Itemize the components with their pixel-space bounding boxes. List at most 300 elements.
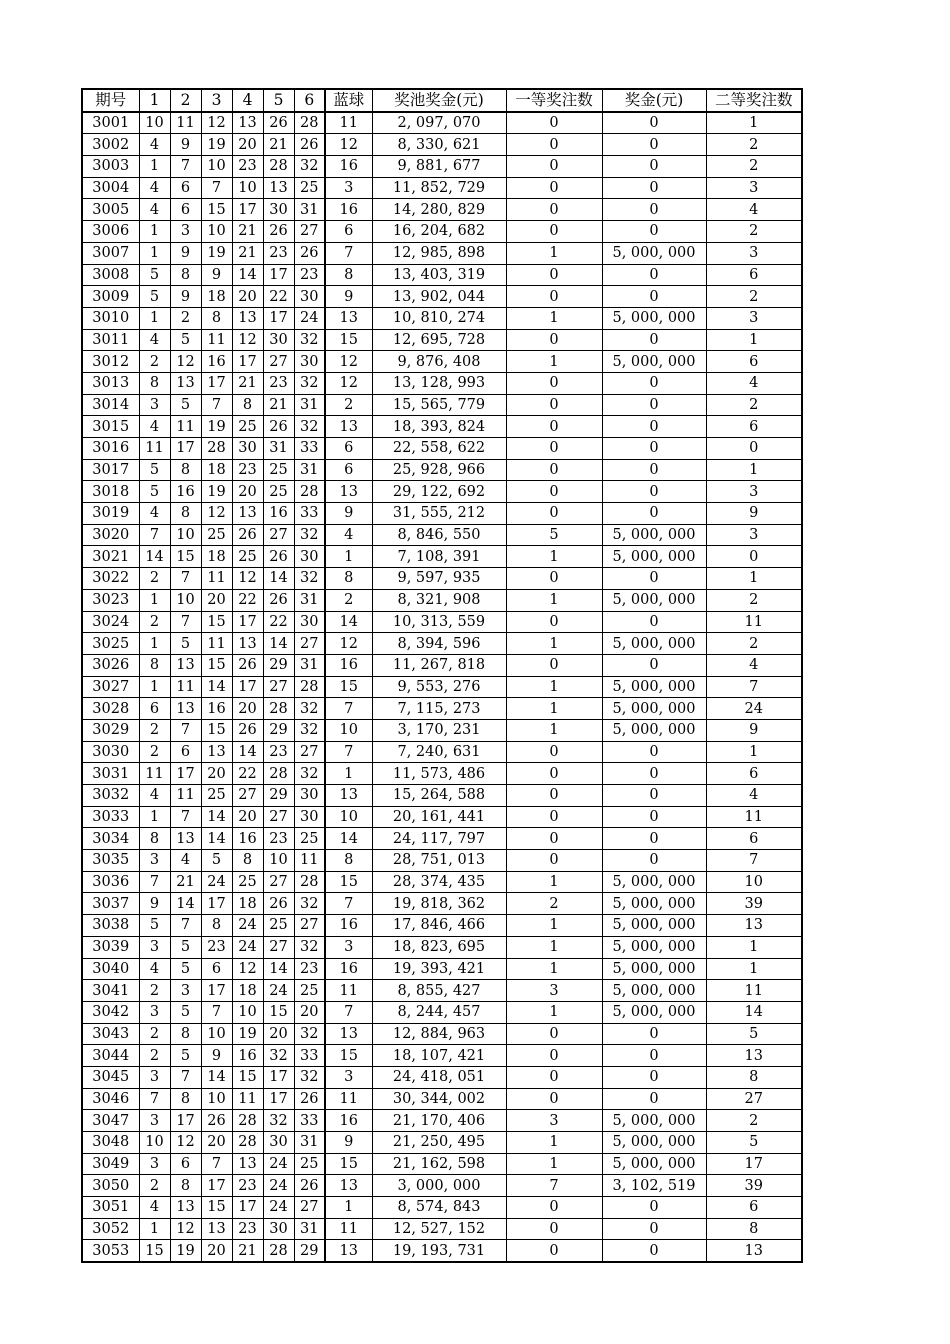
cell-ball-3: 19	[201, 134, 232, 156]
cell-ball-1: 1	[139, 242, 170, 264]
table-row	[82, 416, 802, 438]
cell-ball-5: 22	[263, 611, 294, 633]
cell-first-prize-amount: 0	[602, 394, 706, 416]
cell-ball-4: 30	[232, 438, 263, 460]
header-first-prize-count: 一等奖注数	[506, 89, 602, 112]
cell-ball-3: 20	[201, 589, 232, 611]
cell-ball-3: 19	[201, 242, 232, 264]
cell-first-prize-count: 1	[506, 351, 602, 373]
cell-first-prize-amount: 0	[602, 1023, 706, 1045]
table-row	[82, 134, 802, 156]
table-row	[82, 936, 802, 958]
cell-ball-3: 7	[201, 394, 232, 416]
cell-first-prize-count: 1	[506, 698, 602, 720]
cell-ball-6: 24	[294, 307, 325, 329]
cell-ball-2: 21	[170, 871, 201, 893]
table-row	[82, 633, 802, 655]
cell-ball-5: 27	[263, 351, 294, 373]
cell-ball-4: 17	[232, 199, 263, 221]
table-row	[82, 177, 802, 199]
cell-ball-1: 4	[139, 177, 170, 199]
cell-ball-1: 7	[139, 1088, 170, 1110]
table-row	[82, 372, 802, 394]
cell-ball-5: 27	[263, 676, 294, 698]
cell-second-prize-count: 5	[706, 1132, 802, 1154]
cell-ball-5: 28	[263, 156, 294, 178]
cell-ball-5: 10	[263, 850, 294, 872]
cell-ball-3: 13	[201, 1218, 232, 1240]
cell-prize-pool: 18, 107, 421	[372, 1045, 506, 1067]
cell-ball-5: 14	[263, 633, 294, 655]
cell-first-prize-amount: 3, 102, 519	[602, 1175, 706, 1197]
cell-ball-5: 17	[263, 264, 294, 286]
cell-ball-5: 23	[263, 828, 294, 850]
cell-issue-number: 3035	[82, 850, 139, 872]
table-body	[82, 112, 802, 1262]
cell-first-prize-amount: 0	[602, 741, 706, 763]
table-row	[82, 893, 802, 915]
table-row	[82, 806, 802, 828]
cell-second-prize-count: 0	[706, 438, 802, 460]
cell-prize-pool: 12, 527, 152	[372, 1218, 506, 1240]
cell-first-prize-count: 1	[506, 307, 602, 329]
cell-ball-4: 16	[232, 1045, 263, 1067]
table-row	[82, 307, 802, 329]
cell-ball-2: 9	[170, 242, 201, 264]
cell-blue-ball: 14	[325, 611, 372, 633]
cell-ball-5: 17	[263, 1088, 294, 1110]
table-row	[82, 1132, 802, 1154]
table-row	[82, 221, 802, 243]
header-row	[82, 89, 802, 112]
cell-first-prize-count: 1	[506, 915, 602, 937]
cell-first-prize-count: 1	[506, 871, 602, 893]
cell-blue-ball: 13	[325, 416, 372, 438]
cell-ball-1: 11	[139, 763, 170, 785]
cell-ball-2: 12	[170, 1132, 201, 1154]
cell-ball-3: 18	[201, 546, 232, 568]
cell-ball-2: 5	[170, 394, 201, 416]
cell-ball-1: 4	[139, 416, 170, 438]
cell-ball-6: 26	[294, 134, 325, 156]
cell-prize-pool: 11, 573, 486	[372, 763, 506, 785]
cell-ball-6: 33	[294, 438, 325, 460]
table-row	[82, 503, 802, 525]
cell-ball-5: 28	[263, 698, 294, 720]
cell-issue-number: 3002	[82, 134, 139, 156]
header-ball-1: 1	[139, 89, 170, 112]
cell-ball-4: 22	[232, 589, 263, 611]
cell-second-prize-count: 6	[706, 416, 802, 438]
cell-ball-3: 26	[201, 1110, 232, 1132]
cell-first-prize-amount: 0	[602, 372, 706, 394]
cell-ball-5: 32	[263, 1110, 294, 1132]
cell-ball-6: 31	[294, 654, 325, 676]
cell-second-prize-count: 3	[706, 481, 802, 503]
cell-ball-6: 30	[294, 806, 325, 828]
cell-second-prize-count: 3	[706, 242, 802, 264]
cell-prize-pool: 12, 695, 728	[372, 329, 506, 351]
cell-second-prize-count: 6	[706, 763, 802, 785]
cell-first-prize-amount: 0	[602, 611, 706, 633]
cell-ball-1: 14	[139, 546, 170, 568]
cell-first-prize-amount: 5, 000, 000	[602, 958, 706, 980]
cell-ball-4: 20	[232, 806, 263, 828]
cell-ball-5: 14	[263, 958, 294, 980]
cell-prize-pool: 8, 330, 621	[372, 134, 506, 156]
cell-issue-number: 3043	[82, 1023, 139, 1045]
cell-ball-2: 5	[170, 936, 201, 958]
cell-ball-1: 2	[139, 568, 170, 590]
cell-prize-pool: 20, 161, 441	[372, 806, 506, 828]
cell-ball-1: 7	[139, 871, 170, 893]
cell-first-prize-amount: 0	[602, 199, 706, 221]
cell-ball-3: 25	[201, 524, 232, 546]
cell-prize-pool: 3, 170, 231	[372, 719, 506, 741]
cell-blue-ball: 15	[325, 676, 372, 698]
cell-blue-ball: 10	[325, 806, 372, 828]
cell-ball-6: 25	[294, 828, 325, 850]
cell-prize-pool: 7, 108, 391	[372, 546, 506, 568]
cell-issue-number: 3050	[82, 1175, 139, 1197]
cell-ball-1: 10	[139, 112, 170, 134]
cell-ball-3: 16	[201, 351, 232, 373]
cell-ball-1: 15	[139, 1240, 170, 1262]
cell-second-prize-count: 1	[706, 568, 802, 590]
cell-ball-3: 15	[201, 654, 232, 676]
cell-first-prize-count: 0	[506, 481, 602, 503]
cell-ball-2: 7	[170, 611, 201, 633]
cell-prize-pool: 24, 117, 797	[372, 828, 506, 850]
cell-ball-6: 26	[294, 1088, 325, 1110]
cell-ball-4: 12	[232, 568, 263, 590]
cell-prize-pool: 18, 823, 695	[372, 936, 506, 958]
cell-ball-6: 20	[294, 1001, 325, 1023]
cell-ball-2: 5	[170, 633, 201, 655]
table-row	[82, 589, 802, 611]
cell-ball-1: 6	[139, 698, 170, 720]
cell-ball-3: 12	[201, 112, 232, 134]
cell-issue-number: 3053	[82, 1240, 139, 1262]
table-row	[82, 481, 802, 503]
cell-ball-1: 3	[139, 850, 170, 872]
cell-ball-4: 23	[232, 459, 263, 481]
cell-ball-2: 8	[170, 1023, 201, 1045]
cell-ball-1: 8	[139, 828, 170, 850]
cell-ball-6: 32	[294, 763, 325, 785]
cell-blue-ball: 12	[325, 372, 372, 394]
table-row	[82, 1153, 802, 1175]
cell-ball-1: 4	[139, 958, 170, 980]
cell-first-prize-amount: 5, 000, 000	[602, 698, 706, 720]
cell-second-prize-count: 2	[706, 633, 802, 655]
cell-ball-4: 10	[232, 177, 263, 199]
cell-prize-pool: 19, 193, 731	[372, 1240, 506, 1262]
cell-ball-5: 25	[263, 915, 294, 937]
cell-issue-number: 3041	[82, 980, 139, 1002]
cell-ball-6: 23	[294, 264, 325, 286]
cell-first-prize-amount: 0	[602, 850, 706, 872]
cell-ball-1: 1	[139, 589, 170, 611]
cell-second-prize-count: 6	[706, 351, 802, 373]
cell-ball-2: 7	[170, 915, 201, 937]
cell-blue-ball: 13	[325, 481, 372, 503]
lottery-results-table	[81, 88, 803, 1263]
cell-ball-4: 21	[232, 221, 263, 243]
table-row	[82, 1197, 802, 1219]
cell-ball-4: 23	[232, 1175, 263, 1197]
cell-blue-ball: 16	[325, 199, 372, 221]
cell-second-prize-count: 9	[706, 503, 802, 525]
cell-first-prize-amount: 0	[602, 1088, 706, 1110]
table-row	[82, 524, 802, 546]
cell-ball-6: 28	[294, 112, 325, 134]
cell-ball-2: 13	[170, 654, 201, 676]
cell-ball-2: 9	[170, 134, 201, 156]
cell-prize-pool: 13, 902, 044	[372, 286, 506, 308]
cell-first-prize-count: 0	[506, 264, 602, 286]
cell-issue-number: 3021	[82, 546, 139, 568]
cell-issue-number: 3024	[82, 611, 139, 633]
cell-issue-number: 3026	[82, 654, 139, 676]
cell-ball-5: 14	[263, 568, 294, 590]
cell-ball-4: 28	[232, 1110, 263, 1132]
cell-second-prize-count: 39	[706, 1175, 802, 1197]
table-row	[82, 546, 802, 568]
cell-prize-pool: 10, 810, 274	[372, 307, 506, 329]
cell-second-prize-count: 13	[706, 1045, 802, 1067]
cell-prize-pool: 19, 818, 362	[372, 893, 506, 915]
cell-second-prize-count: 4	[706, 785, 802, 807]
cell-ball-5: 17	[263, 1066, 294, 1088]
cell-ball-2: 3	[170, 221, 201, 243]
cell-ball-5: 17	[263, 307, 294, 329]
table-row	[82, 112, 802, 134]
cell-ball-6: 32	[294, 698, 325, 720]
cell-issue-number: 3020	[82, 524, 139, 546]
cell-issue-number: 3010	[82, 307, 139, 329]
table-row	[82, 1240, 802, 1262]
cell-ball-6: 33	[294, 1110, 325, 1132]
cell-ball-4: 16	[232, 828, 263, 850]
cell-prize-pool: 21, 162, 598	[372, 1153, 506, 1175]
cell-first-prize-amount: 5, 000, 000	[602, 719, 706, 741]
cell-first-prize-amount: 5, 000, 000	[602, 893, 706, 915]
cell-second-prize-count: 7	[706, 850, 802, 872]
table-row	[82, 1110, 802, 1132]
cell-ball-6: 28	[294, 871, 325, 893]
cell-blue-ball: 8	[325, 568, 372, 590]
cell-blue-ball: 10	[325, 719, 372, 741]
cell-first-prize-count: 1	[506, 589, 602, 611]
cell-issue-number: 3028	[82, 698, 139, 720]
cell-ball-6: 30	[294, 351, 325, 373]
cell-issue-number: 3032	[82, 785, 139, 807]
cell-issue-number: 3033	[82, 806, 139, 828]
cell-first-prize-count: 0	[506, 1088, 602, 1110]
cell-second-prize-count: 11	[706, 611, 802, 633]
cell-ball-6: 30	[294, 611, 325, 633]
cell-second-prize-count: 13	[706, 915, 802, 937]
cell-first-prize-amount: 5, 000, 000	[602, 242, 706, 264]
cell-ball-6: 27	[294, 221, 325, 243]
cell-blue-ball: 7	[325, 741, 372, 763]
cell-blue-ball: 7	[325, 893, 372, 915]
cell-issue-number: 3012	[82, 351, 139, 373]
cell-ball-6: 27	[294, 1197, 325, 1219]
cell-first-prize-count: 0	[506, 134, 602, 156]
cell-issue-number: 3040	[82, 958, 139, 980]
table-row	[82, 1088, 802, 1110]
cell-issue-number: 3029	[82, 719, 139, 741]
cell-ball-3: 15	[201, 719, 232, 741]
cell-ball-6: 33	[294, 503, 325, 525]
cell-prize-pool: 13, 403, 319	[372, 264, 506, 286]
cell-ball-2: 8	[170, 264, 201, 286]
cell-ball-2: 17	[170, 763, 201, 785]
cell-ball-6: 30	[294, 286, 325, 308]
cell-ball-3: 15	[201, 1197, 232, 1219]
cell-second-prize-count: 7	[706, 676, 802, 698]
cell-first-prize-amount: 5, 000, 000	[602, 1132, 706, 1154]
table-row	[82, 459, 802, 481]
cell-ball-1: 9	[139, 893, 170, 915]
cell-second-prize-count: 17	[706, 1153, 802, 1175]
cell-issue-number: 3036	[82, 871, 139, 893]
cell-blue-ball: 13	[325, 1240, 372, 1262]
cell-first-prize-amount: 0	[602, 1240, 706, 1262]
cell-ball-4: 18	[232, 980, 263, 1002]
cell-ball-5: 16	[263, 503, 294, 525]
cell-ball-1: 4	[139, 134, 170, 156]
cell-ball-1: 3	[139, 1001, 170, 1023]
cell-ball-4: 21	[232, 242, 263, 264]
cell-first-prize-count: 0	[506, 438, 602, 460]
table-row	[82, 568, 802, 590]
cell-ball-2: 16	[170, 481, 201, 503]
cell-first-prize-count: 5	[506, 524, 602, 546]
cell-first-prize-count: 0	[506, 199, 602, 221]
cell-prize-pool: 30, 344, 002	[372, 1088, 506, 1110]
cell-first-prize-count: 0	[506, 850, 602, 872]
cell-ball-5: 27	[263, 524, 294, 546]
cell-ball-3: 7	[201, 1153, 232, 1175]
table-row	[82, 785, 802, 807]
table-row	[82, 394, 802, 416]
cell-ball-4: 13	[232, 307, 263, 329]
cell-ball-1: 5	[139, 264, 170, 286]
cell-first-prize-count: 1	[506, 676, 602, 698]
cell-ball-3: 11	[201, 633, 232, 655]
cell-first-prize-amount: 0	[602, 481, 706, 503]
cell-ball-3: 19	[201, 481, 232, 503]
cell-second-prize-count: 1	[706, 958, 802, 980]
cell-prize-pool: 8, 394, 596	[372, 633, 506, 655]
cell-first-prize-count: 0	[506, 785, 602, 807]
cell-ball-3: 7	[201, 177, 232, 199]
cell-ball-1: 1	[139, 633, 170, 655]
header-ball-6: 6	[294, 89, 325, 112]
cell-first-prize-amount: 5, 000, 000	[602, 980, 706, 1002]
cell-blue-ball: 13	[325, 307, 372, 329]
cell-ball-3: 10	[201, 1088, 232, 1110]
cell-ball-5: 31	[263, 438, 294, 460]
cell-blue-ball: 11	[325, 980, 372, 1002]
cell-ball-3: 14	[201, 828, 232, 850]
cell-prize-pool: 18, 393, 824	[372, 416, 506, 438]
cell-ball-4: 11	[232, 1088, 263, 1110]
cell-first-prize-amount: 5, 000, 000	[602, 546, 706, 568]
cell-blue-ball: 7	[325, 242, 372, 264]
cell-ball-1: 7	[139, 524, 170, 546]
table-row	[82, 1001, 802, 1023]
cell-blue-ball: 7	[325, 698, 372, 720]
cell-ball-5: 13	[263, 177, 294, 199]
cell-first-prize-amount: 5, 000, 000	[602, 1110, 706, 1132]
cell-ball-5: 24	[263, 1153, 294, 1175]
cell-second-prize-count: 1	[706, 459, 802, 481]
cell-blue-ball: 9	[325, 503, 372, 525]
cell-second-prize-count: 3	[706, 524, 802, 546]
cell-ball-3: 5	[201, 850, 232, 872]
cell-ball-2: 6	[170, 177, 201, 199]
cell-ball-2: 8	[170, 1088, 201, 1110]
cell-ball-3: 14	[201, 676, 232, 698]
cell-ball-1: 11	[139, 438, 170, 460]
cell-blue-ball: 3	[325, 1066, 372, 1088]
cell-first-prize-count: 0	[506, 741, 602, 763]
cell-blue-ball: 2	[325, 589, 372, 611]
cell-prize-pool: 9, 597, 935	[372, 568, 506, 590]
cell-issue-number: 3052	[82, 1218, 139, 1240]
table-row	[82, 871, 802, 893]
cell-prize-pool: 31, 555, 212	[372, 503, 506, 525]
cell-second-prize-count: 6	[706, 828, 802, 850]
cell-issue-number: 3030	[82, 741, 139, 763]
cell-second-prize-count: 5	[706, 1023, 802, 1045]
cell-prize-pool: 9, 876, 408	[372, 351, 506, 373]
cell-issue-number: 3047	[82, 1110, 139, 1132]
cell-first-prize-amount: 0	[602, 763, 706, 785]
cell-ball-3: 15	[201, 611, 232, 633]
cell-first-prize-count: 0	[506, 828, 602, 850]
cell-second-prize-count: 2	[706, 134, 802, 156]
cell-second-prize-count: 3	[706, 307, 802, 329]
cell-issue-number: 3031	[82, 763, 139, 785]
cell-first-prize-amount: 0	[602, 221, 706, 243]
cell-issue-number: 3011	[82, 329, 139, 351]
cell-ball-1: 4	[139, 785, 170, 807]
cell-ball-1: 2	[139, 980, 170, 1002]
cell-ball-2: 3	[170, 980, 201, 1002]
cell-ball-3: 14	[201, 806, 232, 828]
cell-prize-pool: 12, 884, 963	[372, 1023, 506, 1045]
cell-blue-ball: 1	[325, 546, 372, 568]
cell-issue-number: 3003	[82, 156, 139, 178]
cell-ball-2: 7	[170, 568, 201, 590]
cell-ball-4: 8	[232, 850, 263, 872]
cell-prize-pool: 17, 846, 466	[372, 915, 506, 937]
cell-ball-2: 11	[170, 416, 201, 438]
cell-ball-5: 24	[263, 980, 294, 1002]
cell-ball-3: 10	[201, 1023, 232, 1045]
cell-first-prize-count: 0	[506, 611, 602, 633]
cell-first-prize-count: 0	[506, 286, 602, 308]
cell-blue-ball: 7	[325, 1001, 372, 1023]
cell-ball-6: 31	[294, 199, 325, 221]
cell-ball-4: 24	[232, 915, 263, 937]
cell-ball-5: 30	[263, 1132, 294, 1154]
